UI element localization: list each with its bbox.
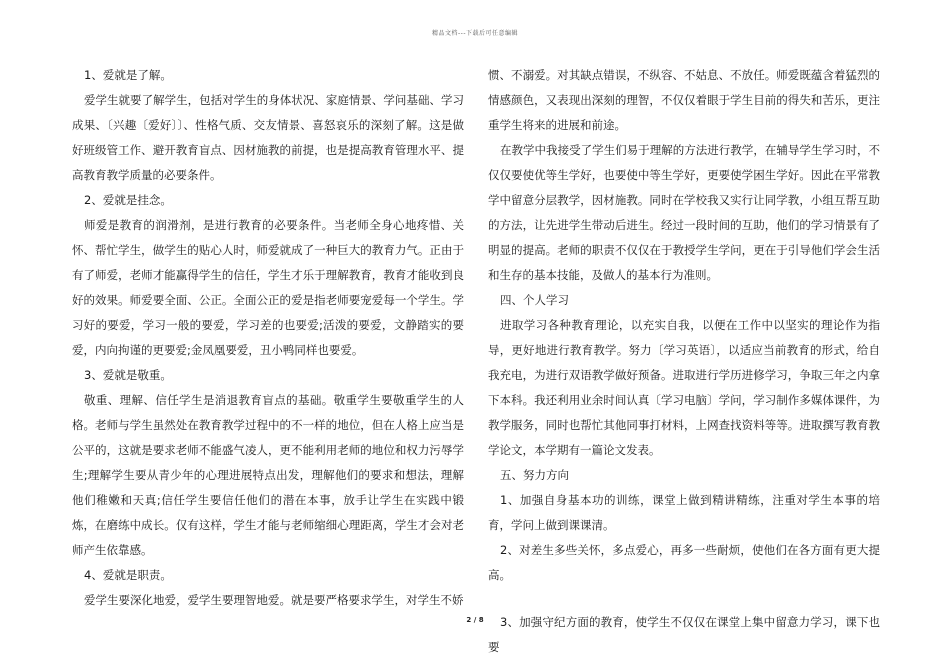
section-4-body: 爱学生要深化地爱，爱学生要理智地爱。就是要严格要求学生，对学生不娇 [84,593,464,607]
section-1-body: 爱学生就要了解学生，包括对学生的身体状况、家庭情景、学问基础、学习成果、〔兴趣〔爱好〕〕、性格气质、交友情景、喜怒哀乐的深刻了解。这是做好班级管工作、避开教育盲点、因材施教的前提，也是提高教育管理水平、提高教育教学质量的必要条件。 [72,93,464,182]
personal-study-body: 进取学习各种教育理论，以充实自我，以便在工作中以坚实的理论作为指导，更好地进行教育教学。努力〔学习英语〕，以适应当前教育的形式，给自我充电，为进行双语教学做好预备。进取进行学历进修学习，争取三年之内拿下本科。我还利用业余时间认真〔学习电脑〕学问，学习制作多媒体课件，为教学服务，同时也帮忙其他同事打材料，上网查找资料等等。进取撰写教育教学论文，本学期有一篇论文发表。 [488,318,880,457]
section-3-body: 敬重、理解、信任学生是消退教育盲点的基础。敬重学生要敬重学生的人格。老师与学生虽然处在教育教学过程中的不一样的地位，但在人格上应当是公平的，这就是要求老师不能盛气凌人，更不能利用老师的地位和权力污辱学生;理解学生要从青少年的心理进展特点出发，理解他们的要求和想法，理解他们稚嫩和天真;信任学生要信任他们的潜在本事，放手让学生在实践中锻炼，在磨练中成长。仅有这样，学生才能与老师缩细心理距离，学生才会对老师产生依靠感。 [72,393,464,557]
section-2-body: 师爱是教育的润滑剂，是进行教育的必要条件。当老师全身心地疼惜、关怀、帮忙学生，做学生的贴心人时，师爱就成了一种巨大的教育力气。正由于有了师爱，老师才能赢得学生的信任，学生才乐于理解教育，教育才能收到良好的效果。师爱要全面、公正。全面公正的爱是指老师要宠爱每一个学生。学习好的要爱，学习一般的要爱，学习差的也要爱;活泼的要爱，文静踏实的要爱，内向拘谨的更要爱;金凤凰要爱，丑小鸭同样也要爱。 [72,218,464,357]
section-3-heading: 3、爱就是敬重。 [84,368,172,382]
page-number: 2 / 8 [466,616,484,624]
effort-item-3: 3、加强守纪方面的教育，使学生不仅仅在课堂上集中留意力学习，课下也要 [488,615,880,654]
section-1-heading: 1、爱就是了解。 [84,68,172,82]
effort-item-2: 2、对差生多些关怀，多点爱心，再多一些耐烦，使他们在各方面有更大提高。 [488,543,880,582]
section-4-body-continued: 惯、不溺爱。对其缺点错误，不纵容、不姑息、不放任。师爱既蕴含着猛烈的情感颜色，又表现出深刻的理智，不仅仅着眼于学生目前的得失和苦乐，更注重学生将来的进展和前途。 [488,68,880,132]
teaching-method-paragraph: 在教学中我接受了学生们易于理解的方法进行教学，在辅导学生学习时，不仅仅要使优等生学好，也要使中等生学好，更要使学困生学好。因此在平常教学中留意分层教学，因材施教。同时在学校我又实行让同学教，小组互帮互助的方法，让先进学生带动后进生。经过一段时间的互助，他们的学习情景有了明显的提高。老师的职责不仅仅在于教授学生学问，更在于引导他们学会生活和生存的基本技能，及做人的基本行为准则。 [488,143,880,282]
effort-direction-heading: 五、努力方向 [500,468,569,482]
section-4-heading: 4、爱就是职责。 [84,568,172,582]
effort-item-1: 1、加强自身基本功的训练，课堂上做到精讲精练，注重对学生本事的培育，学问上做到课课清。 [488,493,880,532]
left-column [72,63,464,613]
paragraph-gap [488,588,880,610]
section-2-heading: 2、爱就是挂念。 [84,193,172,207]
right-column [488,63,880,660]
personal-study-heading: 四、个人学习 [500,293,569,307]
document-header-note: 精品文档---下载后可任意编辑 [432,30,518,37]
